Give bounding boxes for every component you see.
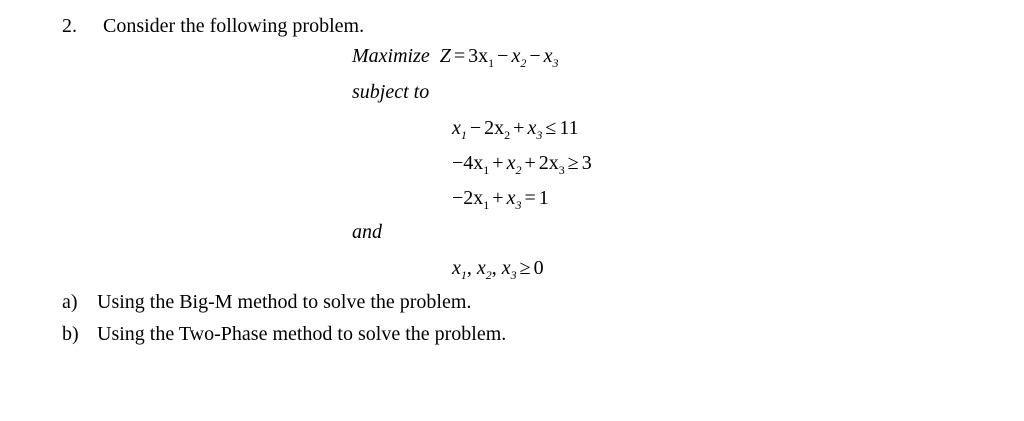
objective-term: $x_2$ [511, 45, 527, 70]
part-b-text: Using the Two-Phase method to solve the problem. [97, 323, 507, 345]
subject-to-label: subject to [352, 81, 430, 103]
constraint-term: $x_2$ [506, 152, 522, 177]
constraint-term: $2x_3$ [538, 152, 565, 177]
constraint-operator: + [524, 152, 536, 174]
objective-line [352, 44, 559, 70]
constraint-relation: = [524, 187, 536, 209]
objective-term: $3x_1$ [468, 45, 495, 70]
constraint-term: $x_3$ [527, 117, 543, 142]
part-a-text: Using the Big-M method to solve the problem. [97, 291, 472, 313]
problem-number: 2. [62, 15, 77, 37]
nonneg-variable: $x_1$ [452, 257, 467, 282]
constraint-term: $x_1$ [452, 117, 467, 142]
nonneg-variable: $x_2$ [476, 257, 492, 282]
constraint-term: $-4x_1$ [452, 152, 490, 177]
objective-variable: Z [439, 45, 451, 67]
constraint-operator: + [513, 117, 525, 139]
nonneg-rhs: 0 [533, 257, 544, 279]
constraint-relation: ≥ [567, 152, 579, 174]
nonnegativity-constraint: $x_1$, $x_2$, $x_3 \ge 0$ [452, 257, 544, 282]
part-b-label: b) [62, 323, 79, 345]
constraint-rhs: 1 [538, 187, 549, 209]
constraint-term: $x_3$ [506, 187, 522, 212]
objective-term: $x_3$ [543, 45, 559, 70]
maximize-label: Maximize [352, 45, 430, 67]
constraint-rhs: 11 [559, 117, 579, 139]
objective-operator: − [497, 45, 509, 67]
constraint-3 [452, 186, 549, 212]
and-label: and [352, 221, 382, 243]
constraint-rhs: 3 [581, 152, 592, 174]
nonneg-relation: ≥ [519, 257, 531, 279]
part-a-label: a) [62, 291, 78, 313]
constraint-relation: ≤ [545, 117, 557, 139]
constraint-operator: + [492, 152, 504, 174]
objective-operator: − [529, 45, 541, 67]
constraint-term: $2x_2$ [484, 117, 511, 142]
constraint-1 [452, 116, 579, 142]
constraint-operator: + [492, 187, 504, 209]
objective-equals: = [453, 45, 466, 67]
constraint-operator: − [469, 117, 482, 139]
constraint-2 [452, 151, 592, 177]
problem-intro: Consider the following problem. [103, 15, 365, 37]
constraint-term: $-2x_1$ [452, 187, 490, 212]
nonneg-variable: $x_3$ [501, 257, 517, 282]
